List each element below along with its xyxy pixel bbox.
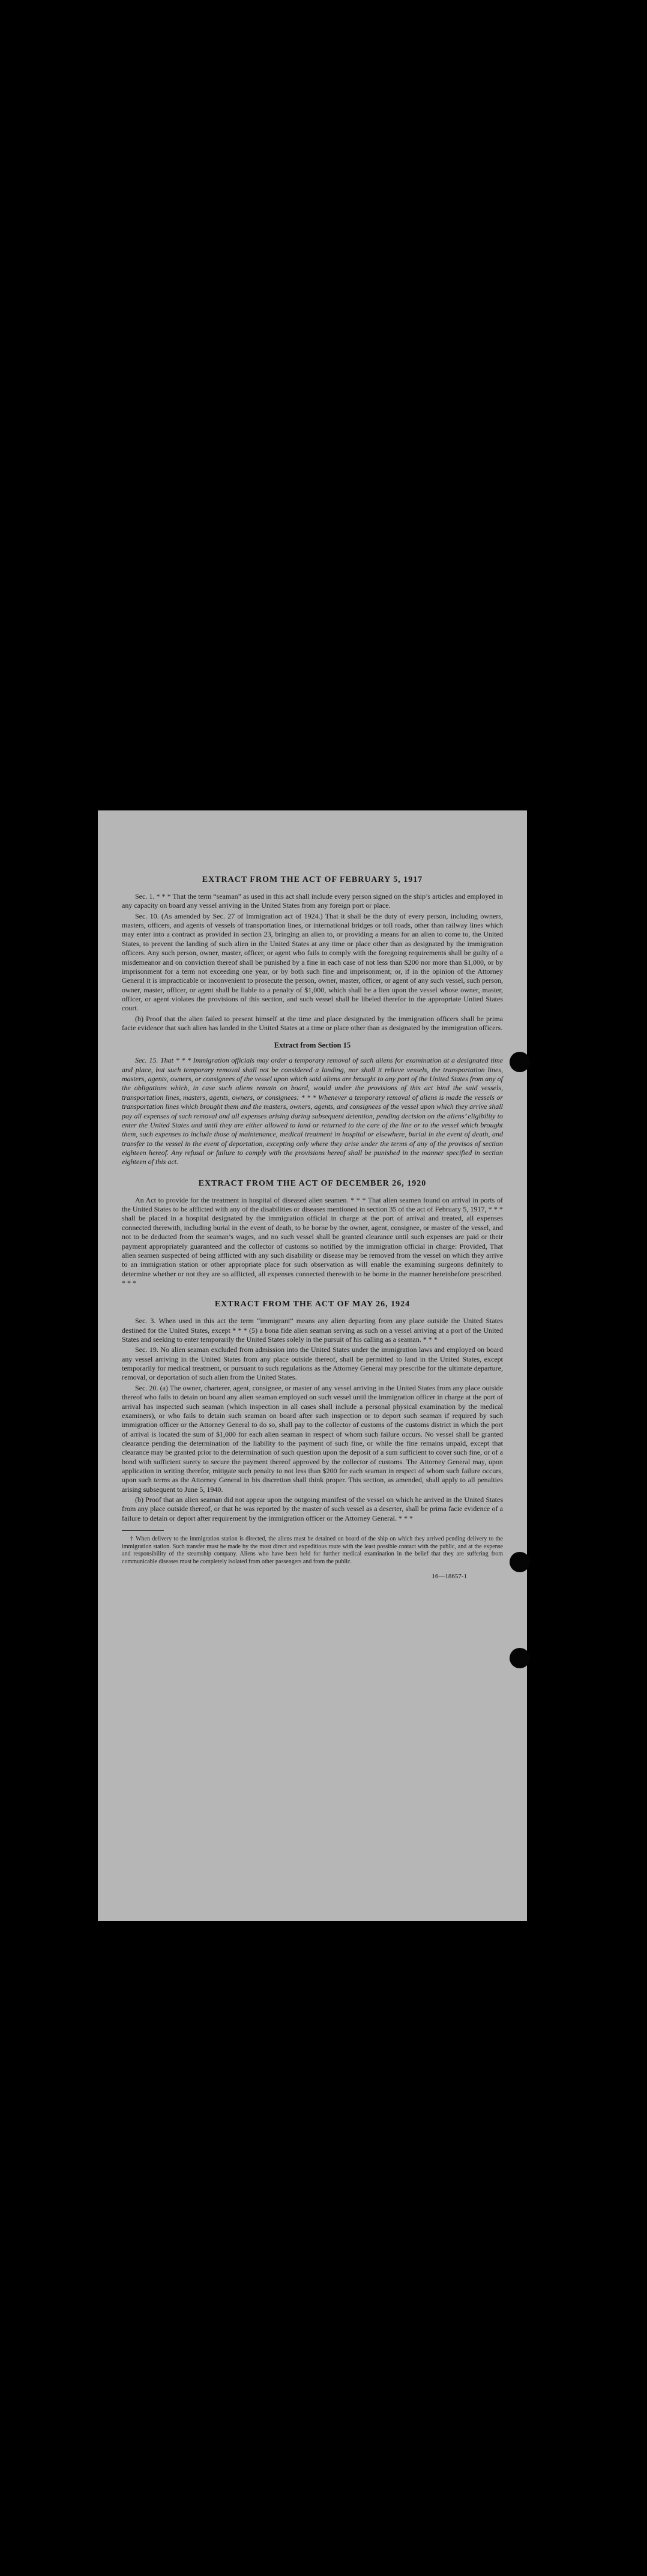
- section-heading: EXTRACT FROM THE ACT OF FEBRUARY 5, 1917: [202, 875, 423, 884]
- paragraph: Sec. 10. (As amended by Sec. 27 of Immigration act of 1924.) That it shall be the duty of every person, including owners, masters, officers, and agents of vessels of transportation lines, or international bridges or toll roads, other than railway lines which may enter into a contract as provided in section 23, bringing an alien to, or providing a means for an alien to come to, the United States, to prevent the landing of such alien in the United States at any time or place other than as designated by the immigration officers. Any such person, owner, master, officer, or agent who fails to comply with the foregoing requirements shall be guilty of a misdemeanor and on conviction thereof shall be punished by a fine in each case of not less than $200 nor more than $1,000, or by imprisonment for a term not exceeding one year, or by both such fine and imprisonment; or, if in the opinion of the Attorney General it is impracticable or inconvenient to prosecute the person, owner, master, officer, or agent of any such vessel, such person, owner, master, officer, or agent shall be liable to a penalty of $1,000, which shall be a lien upon the vessel whose owner, master, officer, or agent violates the provisions of this section, and such vessel shall be libeled therefor in the appropriate United States court.: [122, 911, 503, 1013]
- form-code: 16—18657-1: [432, 1573, 467, 1581]
- paragraph: Sec. 3. When used in this act the term “immigrant” means any alien departing from any place outside the United States destined for the United States, except * * * (5) a bona fide alien seaman serving as such on a vessel arriving at a port of the United States and seeking to enter temporarily the United States solely in the pursuit of his calling as a seaman. * * *: [122, 1317, 503, 1344]
- punch-hole: [510, 1552, 530, 1572]
- footnote: † When delivery to the immigration station is directed, the aliens must be detained on board of the ship on which they arrived pending delivery to the immigration station. Such transfer must be made by the most direct and expeditious route with the least possible contact with the public, and at the expense and responsibility of the steamship company. Aliens who have been held for further medical examination in the belief that they are suffering from communicable diseases must be completely isolated from other passengers and from the public.: [122, 1536, 503, 1565]
- paragraph: An Act to provide for the treatment in hospital of diseased alien seamen. * * * That alien seamen found on arrival in ports of the United States to be afflicted with any of the disabilities or diseases mentioned in section 35 of the act of February 5, 1917, * * * shall be placed in a hospital designated by the immigration official in charge at the port of arrival and treated, all expenses connected therewith, including burial in the event of death, to be borne by the owner, agent, consignee, or master of the vessel, and not to be deducted from the seaman’s wages, and no such vessel shall be granted clearance until such expenses are paid or their payment appropriately guaranteed and the collector of customs so notified by the immigration official in charge: Provided, That alien seamen suspected of being afflicted with any such disability or disease may be removed from the vessel on which they arrive to an immigration station or other appropriate place for such observation as will enable the examining surgeons definitely to determine whether or not they are so afflicted, all expenses connected therewith to be borne in the manner hereinbefore prescribed. * * *: [122, 1195, 503, 1287]
- footnote-divider: [122, 1530, 164, 1531]
- paragraph: Sec. 15. That * * * Immigration officials may order a temporary removal of such aliens for examination at a designated time and place, but such temporary removal shall not be considered a landing, nor shall it relieve vessels, the transportation lines, masters, agents, owners, or consignees of the vessel upon which said aliens are brought to any port of the United States from any of the obligations which, in case such aliens remain on board, would under the provisions of this act bind the said vessels, transportation lines, masters, agents, owners, or consignees: * * * Whenever a temporary removal of aliens is made the vessels or transportation lines which brought them and the masters, owners, agents, and consignees of the vessel upon which they arrive shall pay all expenses of such removal and all expenses arising during subsequent detention, pending decision on the aliens’ eligibility to enter the United States and until they are either allowed to land or returned to the care of the line or to the vessel which brought them, such expenses to include those of maintenance, medical treatment in hospital or elsewhere, burial in the event of death, and transfer to the vessel in the event of deportation, excepting only where they arise under the terms of any of the provisos of section eighteen hereof. Any refusal or failure to comply with the provisions hereof shall be punished in the manner specified in section eighteen of this act.: [122, 1056, 503, 1166]
- section-heading: EXTRACT FROM THE ACT OF DECEMBER 26, 1920: [198, 1178, 427, 1188]
- punch-hole: [510, 1052, 530, 1072]
- paragraph: Sec. 19. No alien seaman excluded from admission into the United States under the immigration laws and employed on board any vessel arriving in the United States from any place outside thereof, shall be permitted to land in the United States, except temporarily for medical treatment, or pursuant to such regulations as the Attorney General may prescribe for the ultimate departure, removal, or deportation of such alien from the United States.: [122, 1345, 503, 1382]
- paragraph: (b) Proof that an alien seaman did not appear upon the outgoing manifest of the vessel on which he arrived in the United States from any place outside thereof, or that he was reported by the master of such vessel as a deserter, shall be prima facie evidence of a failure to detain or deport after requirement by the immigration officer or the Attorney General. * * *: [122, 1495, 503, 1522]
- section-subheading: Extract from Section 15: [274, 1041, 351, 1050]
- document-page: [98, 810, 527, 1921]
- section-heading: EXTRACT FROM THE ACT OF MAY 26, 1924: [214, 1300, 411, 1309]
- paragraph: Sec. 1. * * * That the term “seaman” as used in this act shall include every person signed on the ship’s articles and employed in any capacity on board any vessel arriving in the United States from any foreign port or place.: [122, 892, 503, 910]
- paragraph: (b) Proof that the alien failed to present himself at the time and place designated by the immigration officers shall be prima facie evidence that such alien has landed in the United States at a time or place other than as designated by the immigration officers.: [122, 1014, 503, 1033]
- paragraph: Sec. 20. (a) The owner, charterer, agent, consignee, or master of any vessel arriving in the United States from any place outside thereof who fails to detain on board any alien seaman employed on such vessel until the immigration officer in charge at the port of arrival has inspected such seaman (which inspection in all cases shall include a personal physical examination by the medical examiners), or who fails to detain such seaman on board after such inspection or to deport such seaman if required by such immigration officer or the Attorney General to do so, shall pay to the collector of customs of the customs district in which the port of arrival is located the sum of $1,000 for each alien seaman in respect of whom such failure occurs. No vessel shall be granted clearance pending the determination of the liability to the payment of such fine, or while the fine remains unpaid, except that clearance may be granted prior to the determination of such question upon the deposit of a sum sufficient to cover such fine, or of a bond with sufficient surety to secure the payment thereof approved by the collector of customs. The Attorney General may, upon application in writing therefor, mitigate such penalty to not less than $200 for each seaman in respect of whom such failure occurs, upon such terms as the Attorney General in his discretion shall think proper. This section, as amended, shall apply to all penalties arising subsequent to June 5, 1940.: [122, 1383, 503, 1494]
- punch-hole: [510, 1648, 530, 1668]
